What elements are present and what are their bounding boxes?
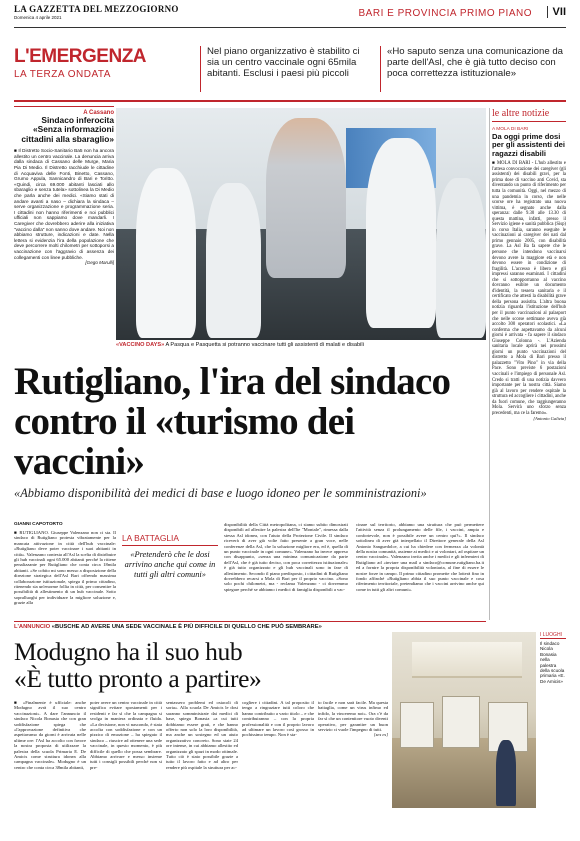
modugno-col3: sentassero problemi ed ostacoli di sorta». Alla scuola De Amicis le dosi saranno somministrate dai medici di base, spiega Bonasia «a cui tutti dobbiamo essere grati, e che hanno offerto non solo la loro disponibilità, ma anche un sostegno ed un aiuto organizzativo concreto. Sono state 24 ore intense, in cui abbiamo allestito ed organizzato gli spazi in modo ottimale. Tutto ciò è stato possibile grazie a tutto il lavoro fatto e ad altro per rendere più ospitale la struttura per ac- bbox=[166, 700, 238, 770]
article-signature: [Gego Marulli] bbox=[85, 260, 114, 266]
article-subheadline: «Senza informazioni cittadini alla sbaraglio» bbox=[21, 124, 114, 144]
column-title: le altre notizie bbox=[492, 108, 566, 122]
pull-quote-box bbox=[122, 533, 218, 580]
article-headline[interactable]: Sindaco inferocita bbox=[41, 115, 114, 125]
page-number: VII bbox=[547, 6, 566, 18]
photo-caption bbox=[116, 342, 486, 348]
photo-person bbox=[366, 138, 436, 328]
modugno-col1: ■ «Finalmente è ufficiale: anche Modugno avrà il suo centro vaccinazioni». A dare l'annuncio il sindaco Nicola Bonasia che con gran soddisfazione spiega che «l'approvazione definitiva che aspettavamo da giorni è arrivata nelle ultime ore: l'Asl ha accolto con favore la nostra proposta di utilizzare la palestra della scuola Primaria E. De Amicis come struttura idonea alla campagna vaccinale». Modugno è un centro che conta circa 38mila abitanti, bbox=[14, 700, 86, 770]
article-body: ■ MOLA DI BARI - L'hub allestito e l'attesa convocazione dei caregiver (gli assistenti) dei disabili gravi, per la prima dose di vaccino anti Covid, sta diventando un punto di riferimento per tutta la comunità. Oggi, nel mezzo di una pandemia in corso, che nelle scorse ore ha registrato una nuova vittima, è segnato anche dalla speranza: dalle 9.30 alle 13.30 di questa mattina, infatti, presso il Servizio igiene e sanità pubblica (Sisp) in corso Italia, saranno eseguite le vaccinazioni ai caregiver dei nati dal primo gennaio 2005, con disabilità grave. La Asl Ba fa sapere che le persone che intendono vaccinarsi devono avere la maggiore età e non devono essere in condizione di fragilità. L'accesso è libero e gli impressi saranno esaminati. I cittadini che si sottopporranno al vaccino dovranno esibire un documento d'identità, la tessera sanitaria e il certificato che attesti la disabilità grave della persona assistita. L'altra buona notizia riguarda l'istituzione dell'hub per il punto vaccinazioni al palasport che nelle scorse settimane aveva già accolto 300 operatori scolastici. «La conferma che aspettavamo da alcuni giorni è arrivata - fa sapere il sindaco Giuseppe Colonna -. L'Azienda sanitaria locale aprirà nei prossimi giorni un punto vaccinazioni del distretto a Mola di Bari presso il palazzetto "Vito Pino" in via della Pace. Sono previste 6 postazioni vaccinali e l'impiego di personale Asl. Credo si tratti di una notizia davvero importante per la nostra città. Siamo già al lavoro per rendere ospitale la struttura ed accogliere i cittadini, anche da fuori comune, che raggiungeranno Mola. Servirà uno sforzo senza precedenti, ma ce la faremo». bbox=[492, 161, 566, 416]
main-headline-line2[interactable]: contro il «turismo dei vaccini» bbox=[14, 400, 355, 483]
article-body: ■ Il Distretto Socio-Sanitario Ba5 non ha ancora allestito un centro vaccinale. La denuncia arriva dalla sindaca di Cassano delle Murge, Maria Pia Di Medio. Il Distretto racchiude le cittadine di Acquaviva delle Fonti, Binetto, Cassano, Grumo Appula, Sannicandro di Bari e Toritto. «Quindi, circa 69.000 abitanti lasciati allo sbaraglio e senza tutela» sottolinea la Di Medio che parla anche dei medici. «Siamo stati di andare avanti a naso – dichiara la sindaca – serve organizzazione e programmazione seria. I cittadini non hanno riferimenti e noi pubblici ufficiali non sappiamo dove mandarli. I Caregiver che dovrebbero aderire alla iniziativa "vaccino dalla" non sanno dove andare. Noi non abbiamo strutture, indicazioni e date. Nella lettera si evidenzia l'ira della popolazione che deve percorrere molti chilometri per sottoporsi a vaccinazione con l'aggravio di assenza dei collegamenti con linee pubbliche. bbox=[14, 148, 114, 260]
photo-person bbox=[496, 740, 516, 806]
banner-title: L'EMERGENZA bbox=[14, 46, 147, 67]
main-deck: «Abbiamo disponibilità dei medici di base e luogo idoneo per le somministrazioni» bbox=[14, 486, 427, 500]
masthead bbox=[14, 4, 566, 28]
main-headline-line1[interactable]: Rutigliano, l'ira del sindaco bbox=[14, 360, 451, 403]
caption-label: «VACCINO DAYS» bbox=[116, 342, 165, 348]
photo-person bbox=[436, 178, 486, 338]
announcement-strip bbox=[14, 621, 486, 631]
modugno-col5: to facile e non sarà facile. Ma questa battaglia, come un virus infimo ed infido, la vinceremo noi». Ora c'è da far sì che un contenitore vuoto diventi operativo, per garantire un buon servizio ci vuole l'impegno di tutti. bbox=[318, 700, 388, 733]
main-article-col3: cinare sul territorio, abbiamo una struttura che può permettere l'attività senza il prolungamento delle file, i vaccini, ampia e confortevole, non è possibile avere un centro qui?». Il sindaco sottolinea di aver già interpellato il Direttore generale della Asl Antonio Sanguedolce, a cui ha chiedere con fermezza «la volontà della nostra comunità, assieme ai medici e ai volontari, ad ospitare un centro vaccinale». Valenzano invita anche i medici e gli infermieri di Rutigliano ad «inviare una mail a sindaco@comune.rutigliano.ba.it ed a fornire la propria disponibilità volontaria, al fine di essere le nostre forze in campo. Il primo cittadino promette che lotterà fino in fondo affinché «Rutigliano abbia il suo punto vaccinale e cosa riferimento territoriale, pretendiamo che i vaccini arrivino anche qui come in tutti gli altri comuni». bbox=[356, 522, 484, 592]
article-headline[interactable]: Da oggi prime dosi per gli assistenti dei ragazzi disabili bbox=[492, 132, 566, 158]
caption-title: I LUOGHI bbox=[540, 632, 566, 639]
announcement-label: L'ANNUNCIO bbox=[14, 624, 51, 630]
gym-photo bbox=[392, 632, 536, 808]
article-kicker: A Cassano bbox=[83, 110, 114, 116]
announcement-text: «BUSCHE AD AVERE UNA SEDE VACCINALE È PIÙ DIFFICILE DI QUELLO CHE PUÒ SEMBRARE» bbox=[51, 624, 322, 630]
banner-subtitle: LA TERZA ONDATA bbox=[14, 69, 111, 80]
caption-text: A Pasqua e Pasquetta si potranno vaccinare tutti gli assistenti di malati e disabili bbox=[165, 342, 364, 348]
modugno-col4: cogliere i cittadini. A tal proposito il tengo a ringraziare tutti coloro che hanno contribuito a vario titolo – e che contribuiranno – con la propria professionalità e con il proprio lavoro ad ultimare un lavoro così grosso in pochissimo tempo. Non è sta- bbox=[242, 700, 314, 738]
modugno-headline-line2[interactable]: «È tutto pronto a partire» bbox=[14, 664, 262, 693]
pull-quote-title: LA BATTAGLIA bbox=[122, 533, 218, 546]
caption-text: Il sindaco Nicola Bonasia nella palestra della scuola primaria «E. De Amicis» bbox=[540, 641, 565, 684]
divider bbox=[14, 100, 566, 102]
main-article-header bbox=[14, 362, 486, 501]
photo-person bbox=[266, 118, 346, 278]
main-article-col1 bbox=[14, 522, 116, 606]
section-title: BARI E PROVINCIA PRIMO PIANO bbox=[358, 8, 532, 19]
photo-person bbox=[136, 168, 196, 338]
photo-booth bbox=[442, 696, 480, 748]
article-body: ■ RUTIGLIANO. Giuseppe Valenzano non ci sta. Il sindaco di Rutigliano protesta vibratamente per la mancata attivazione in città dell'hub vaccinale: «Rutigliano deve poter vaccinare i suoi abitanti in città». Valenzano contesta all'Asl la scelta di distribuire gli hub vaccinali ogni 65.000 abitanti perché la ritiene penalizzante per Rutigliano che conta circa 18mila abitanti. «Se cobito mi sono messo a disposizione della direzione strategica dell'Asl Bari offrendo massima collaborazione istituzionale, spiega il primo cittadino, ritenendo sia un'enorme follia in città, per consentire la possibilità di allestimento di un hub vaccinale. Sotto sopralluoghi per individuare la migliore soluzione e, grazie alla bbox=[14, 530, 116, 606]
modugno-headline-line1[interactable]: Modugno ha il suo hub bbox=[14, 637, 243, 666]
band-quote-left: Nel piano organizzativo è stabilito ci sia un centro vaccinale ogni 65mila abitanti. Esclusi i paesi più piccoli bbox=[200, 46, 370, 92]
modugno-col2: poter avere un centro vaccinale in città significa evitare spostamenti per i residenti e far sì che la campagna si svolga in maniera ordinata e fluida. «La decisione, non vi nascondo, è stata accolta con soddisfazione e con un pizzico di emozione – ha spiegato il sindaco – riuscire ad ottenere una sede vaccinale, in questo momento, è più difficile di quello che possa sembrare. Abbiamo arrivare e messo insieme tutti i consigli possibili perché non si pre- bbox=[90, 700, 162, 770]
pull-quote: «Pretenderò che le dosi arrivino anche qui come in tutti gli altri comuni» bbox=[124, 550, 216, 579]
main-article-col2: disponibilità della Città metropolitana, ci siamo subito dimostrati disponibili ad allestire la palestra dell'Ite "Montale", rimessa dalla stessa Asl idonea, con l'aiuto della Protezione Civile. Il sindaco riceverà di aver già volte fatto presente a gran voce, nelle conferenze della Asl, che la soluzione migliore era, ed è, quella di un punto vaccinale in ogni comune». Valenzano ha invece appreso con disappunto, «senza una minima comunicazione da parte dell'Asl, che è già tutto deciso, con poca correttezza istituzionale» è già tutto organizzato e gli hub vaccinali sono in fase di allestimento. Secondo il piano predisposto, i cittadini di Rutigliano dovrebbero recarsi a Mola di Bari per il proprio vaccino. «Sono solo pochi chilometri, ma - reclama Valenzano - ci dovremmo spiegare perché se abbiamo i medici di famiglia disponibili a vac- bbox=[224, 522, 348, 592]
photo-person bbox=[206, 183, 261, 338]
article-signature: [Antonio Galizia] bbox=[533, 416, 566, 422]
article-kicker: A MOLA DI BARI bbox=[492, 127, 529, 132]
byline: GIANNI CAPOTORTO bbox=[14, 522, 63, 527]
paper-name[interactable]: LA GAZZETTA DEL MEZZOGIORNO bbox=[14, 4, 179, 14]
article-signature: [ses es] bbox=[373, 732, 388, 738]
section-banner bbox=[14, 46, 194, 80]
paper-date: Domenica 4 aprile 2021 bbox=[14, 15, 62, 20]
photo-ceiling bbox=[412, 642, 522, 678]
photo-caption-box bbox=[540, 632, 566, 684]
band-quote-right: «Ho saputo senza una comunicazione da parte dell'Asl, che è già tutto deciso con poca correttezza istituzionale» bbox=[380, 46, 566, 92]
main-photo bbox=[116, 108, 486, 340]
photo-booth bbox=[400, 702, 434, 748]
sidebar-article-cassano bbox=[14, 106, 114, 348]
modugno-col5-wrap bbox=[318, 700, 388, 738]
divider bbox=[489, 108, 490, 620]
